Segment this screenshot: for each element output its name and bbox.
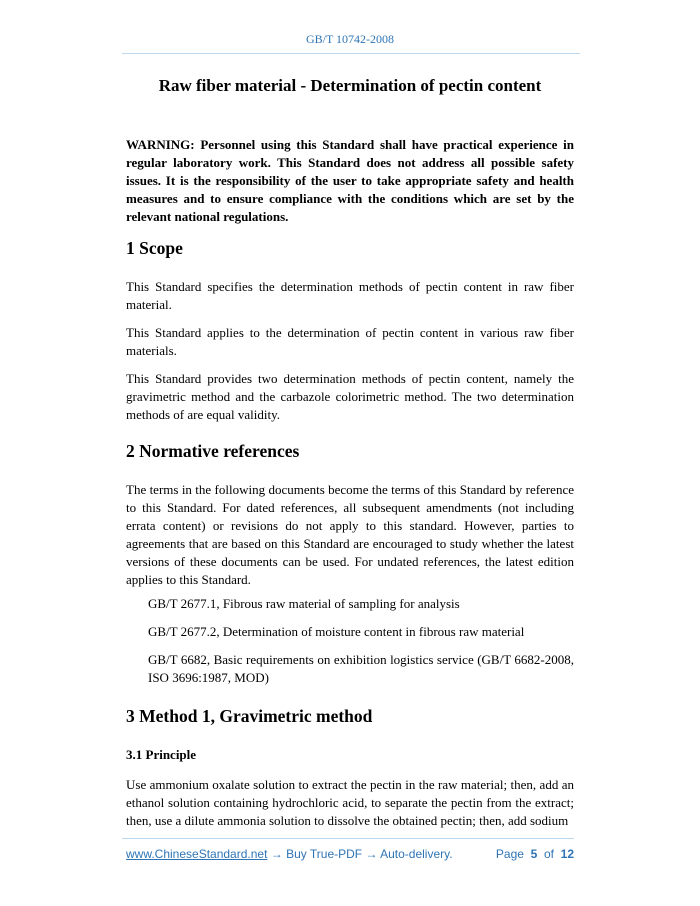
footer-promo-text: → Buy True-PDF → Auto-delivery. <box>267 847 453 861</box>
page-total: 12 <box>560 847 574 861</box>
section-heading-method1: 3 Method 1, Gravimetric method <box>126 706 373 726</box>
reference-item: GB/T 2677.1, Fibrous raw material of sampling for analysis <box>148 596 460 611</box>
subsection-heading-principle: 3.1 Principle <box>126 747 197 762</box>
page-indicator <box>496 847 574 861</box>
page-number: 5 <box>530 847 538 861</box>
footer <box>126 847 574 861</box>
reference-item: GB/T 6682, Basic requirements on exhibition logistics service (GB/T 6682-2008, ISO 3696:1987, MOD) <box>148 652 574 685</box>
document-title: Raw fiber material - Determination of pectin content <box>158 76 542 95</box>
running-header: GB/T 10742-2008 <box>305 32 395 46</box>
reference-item: GB/T 2677.2, Determination of moisture content in fibrous raw material <box>148 624 525 639</box>
footer-divider <box>122 838 574 839</box>
footer-promo <box>126 847 453 861</box>
scope-paragraph: This Standard specifies the determination methods of pectin content in raw fiber material. <box>126 279 574 312</box>
warning-paragraph: WARNING: Personnel using this Standard shall have practical experience in regular laboratory work. This Standard does not address all possible safety issues. It is the responsibility of the user to take appropriate safety and health measures and to ensure compliance with the conditions which are set by the relevant national regulations. <box>126 137 574 224</box>
of-label: of <box>543 847 554 861</box>
header-divider <box>122 53 580 54</box>
page-label: Page <box>495 847 524 861</box>
scope-paragraph: This Standard applies to the determination of pectin content in various raw fiber materials. <box>126 325 574 358</box>
scope-paragraph: This Standard provides two determination methods of pectin content, namely the gravimetric method and the carbazole colorimetric method. The two determination methods of are equal validity. <box>126 371 574 422</box>
section-heading-normative: 2 Normative references <box>126 441 300 461</box>
website-link[interactable]: www.ChineseStandard.net <box>126 847 268 861</box>
principle-paragraph: Use ammonium oxalate solution to extract the pectin in the raw material; then, add an ethanol solution containing hydrochloric acid, to separate the pectin from the extract; then, use a dilute ammonia solution to dissolve the obtained pectin; then, add sodium <box>126 777 574 828</box>
section-heading-scope: 1 Scope <box>126 238 183 258</box>
normative-paragraph: The terms in the following documents become the terms of this Standard by reference to this Standard. For dated references, all subsequent amendments (not including errata content) or revisions do not apply to this standard. However, parties to agreements that are based on this Standard are encouraged to study whether the latest versions of these documents can be used. For undated references, the latest edition applies to this Standard. <box>126 482 574 587</box>
